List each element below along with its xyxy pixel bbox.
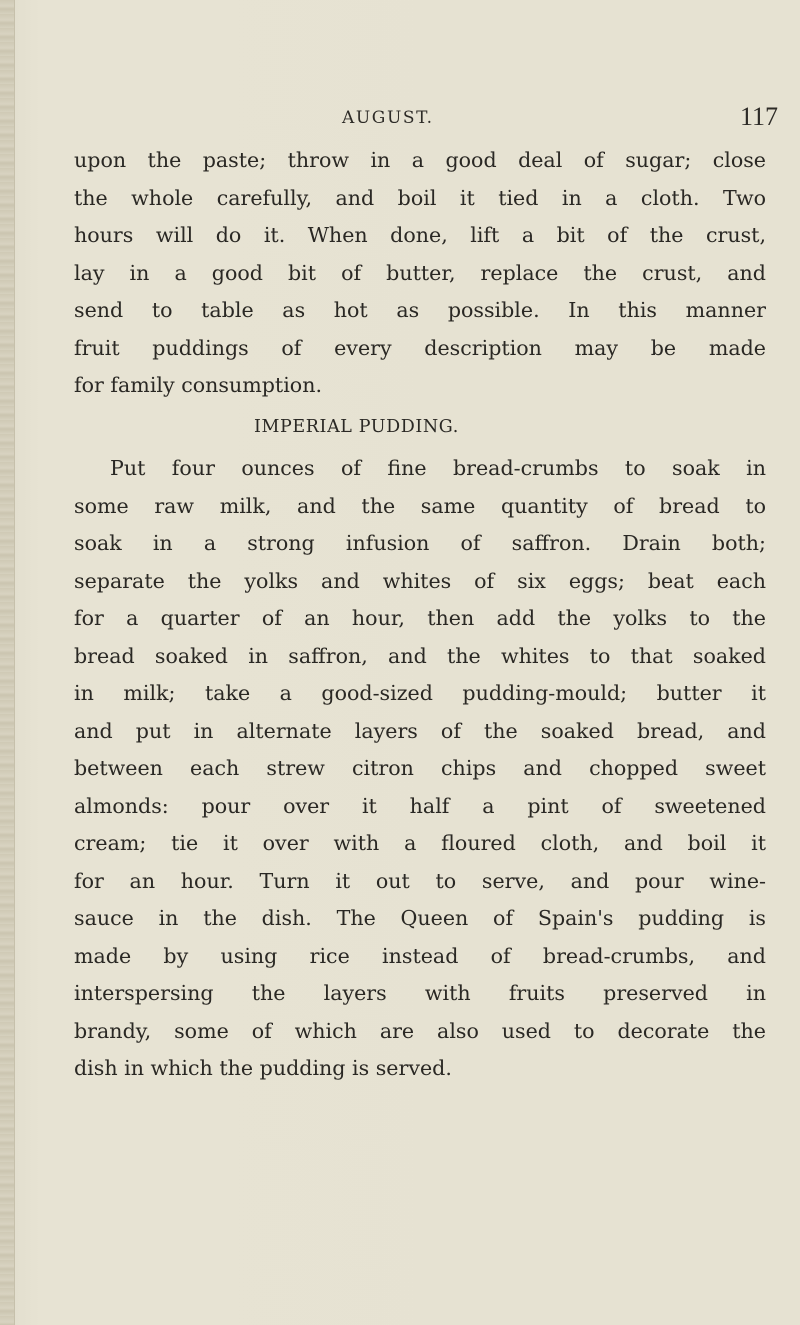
text-line: some raw milk, and the same quantity of bread to (74, 493, 766, 518)
text-line: and put in alternate layers of the soaked bread, and (74, 718, 766, 743)
text-line: dish in which the pudding is served. (74, 1056, 452, 1080)
text-line: cream; tie it over with a floured cloth, and boil it (74, 831, 766, 855)
text-line: for a quarter of an hour, then add the yolks to the (74, 606, 766, 630)
text-line: fruit puddings of every description may be made (74, 335, 766, 360)
text-line: almonds: pour over it half a pint of sweetened (74, 793, 766, 818)
recipe-heading: IMPERIAL PUDDING. (254, 416, 459, 437)
page-binding-edge (0, 0, 15, 1325)
text-line: sauce in the dish. The Queen of Spain's pudding is (74, 906, 766, 930)
running-head-title: AUGUST. (342, 108, 434, 128)
text-line: upon the paste; throw in a good deal of sugar; close (74, 148, 766, 172)
text-line: Put four ounces of fine bread-crumbs to soak in (110, 456, 766, 480)
page-number: 117 (740, 102, 779, 131)
text-line: made by using rice instead of bread-crumbs, and (74, 943, 766, 968)
text-line: separate the yolks and whites of six eggs; beat each (74, 568, 766, 593)
text-line: brandy, some of which are also used to decorate the (74, 1018, 766, 1043)
text-line: bread soaked in saffron, and the whites to that soaked (74, 643, 766, 668)
text-line: the whole carefully, and boil it tied in a cloth. Two (74, 185, 766, 210)
text-line: in milk; take a good-sized pudding-mould; butter it (74, 681, 766, 705)
recipe-paragraph (74, 450, 766, 1088)
text-line: for an hour. Turn it out to serve, and pour wine- (74, 868, 766, 893)
text-line: send to table as hot as possible. In this manner (74, 298, 766, 322)
text-line: hours will do it. When done, lift a bit of the crust, (74, 223, 766, 247)
text-line: between each strew citron chips and chopped sweet (74, 756, 766, 780)
text-line: interspersing the layers with fruits preserved in (74, 981, 766, 1005)
text-line: for family consumption. (74, 373, 322, 397)
page-body (74, 142, 766, 1088)
text-line: soak in a strong infusion of saffron. Drain both; (74, 531, 766, 555)
running-head (0, 94, 800, 134)
text-line: lay in a good bit of butter, replace the crust, and (74, 260, 766, 285)
paragraph-continued (74, 142, 766, 405)
